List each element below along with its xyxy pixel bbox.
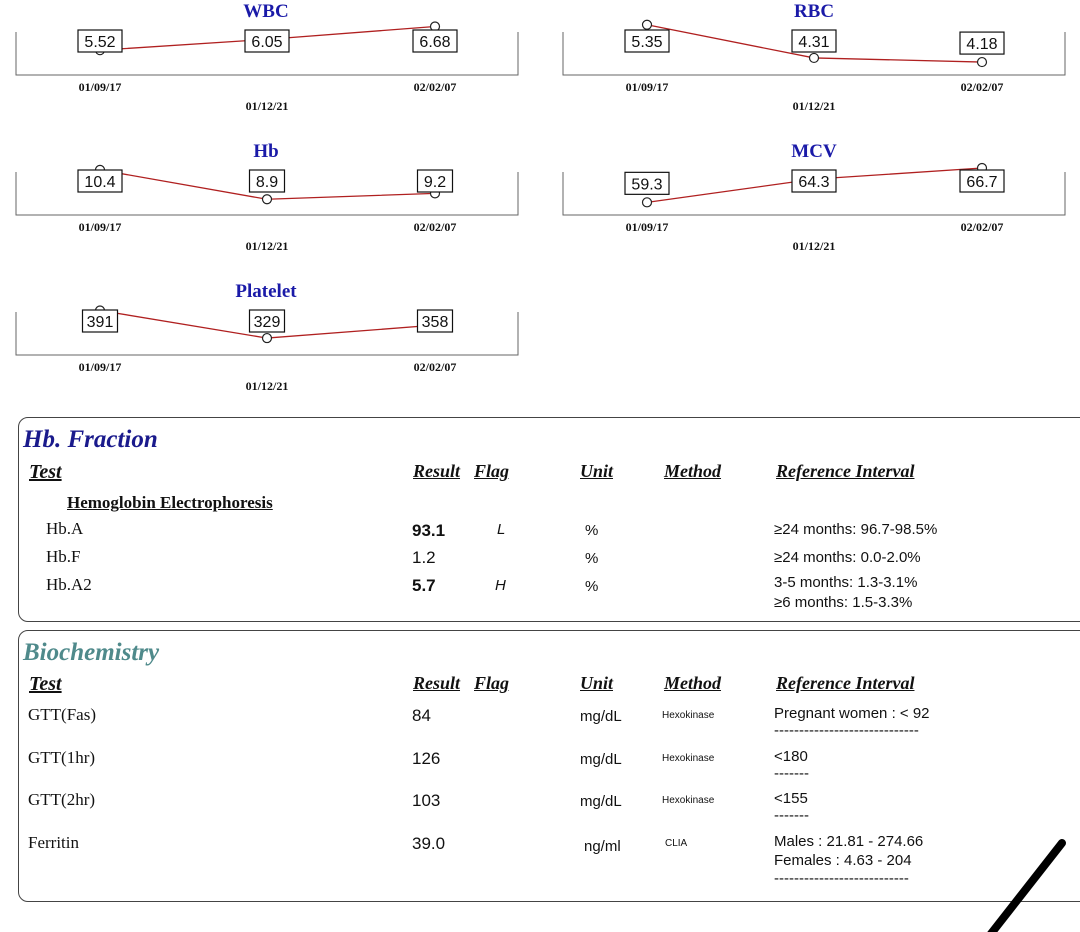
header-flag: Flag: [474, 673, 510, 693]
date-tick-label: 02/02/07: [413, 220, 457, 234]
data-point: [643, 198, 652, 207]
date-tick-label: 01/09/17: [625, 220, 669, 234]
reference-dashes: -----------------------------: [774, 722, 919, 739]
reference-interval: Males : 21.81 - 274.66: [774, 833, 924, 850]
value-label: 9.2: [423, 174, 447, 191]
test-unit: %: [585, 522, 599, 539]
reference-interval: <155: [774, 790, 808, 807]
test-result: 93.1: [412, 521, 446, 540]
biochemistry-panel: [18, 630, 1080, 902]
test-method: Hexokinase: [662, 710, 715, 721]
test-unit: %: [585, 578, 599, 595]
reference-dashes: -------: [774, 807, 809, 824]
test-result: 1.2: [412, 548, 436, 567]
header-unit: Unit: [580, 673, 614, 693]
trend-charts: [0, 0, 1080, 410]
test-method: Hexokinase: [662, 753, 715, 764]
value-label: 66.7: [966, 174, 998, 191]
date-tick-label: 02/02/07: [960, 220, 1004, 234]
test-name: GTT(1hr): [28, 748, 96, 767]
reference-interval: ≥24 months: 96.7-98.5%: [774, 521, 938, 538]
date-tick-label: 01/09/17: [78, 220, 122, 234]
test-method: Hexokinase: [662, 795, 715, 806]
date-tick-label: 01/12/21: [245, 379, 289, 393]
chart-title: RBC: [793, 1, 835, 22]
hb-fraction-title: Hb. Fraction: [23, 426, 158, 453]
chart-title: MCV: [791, 141, 837, 162]
hb-fraction-panel: [18, 417, 1080, 622]
test-name: Hb.A2: [46, 575, 92, 594]
test-flag: H: [495, 577, 506, 594]
subheading: Hemoglobin Electrophoresis: [67, 493, 273, 512]
test-unit: %: [585, 550, 599, 567]
value-label: 329: [253, 314, 281, 331]
reference-interval: 3-5 months: 1.3-3.1%: [774, 574, 918, 591]
test-name: Ferritin: [28, 833, 79, 852]
data-point: [810, 53, 819, 62]
chart-title: Platelet: [235, 281, 297, 302]
date-tick-label: 02/02/07: [413, 360, 457, 374]
date-tick-label: 02/02/07: [413, 80, 457, 94]
value-label: 6.68: [419, 34, 451, 51]
test-name: Hb.A: [46, 519, 84, 538]
header-unit: Unit: [580, 461, 614, 481]
test-result: 5.7: [412, 576, 436, 595]
value-label: 5.35: [631, 34, 663, 51]
test-result: 39.0: [412, 834, 446, 853]
data-point: [643, 20, 652, 29]
test-result: 103: [412, 791, 441, 810]
date-tick-label: 01/12/21: [245, 239, 289, 253]
value-label: 4.18: [966, 36, 998, 54]
test-name: Hb.F: [46, 547, 81, 566]
date-tick-label: 01/12/21: [792, 239, 836, 253]
reference-interval: ≥24 months: 0.0-2.0%: [774, 549, 921, 566]
header-reference-interval: Reference Interval: [776, 461, 915, 481]
reference-dashes: ---------------------------: [774, 870, 909, 887]
test-name: GTT(2hr): [28, 790, 96, 809]
reference-dashes: -------: [774, 765, 809, 782]
date-tick-label: 02/02/07: [960, 80, 1004, 94]
test-unit: mg/dL: [580, 793, 622, 810]
header-reference-interval: Reference Interval: [776, 673, 915, 693]
reference-interval-line2: ≥6 months: 1.5-3.3%: [774, 594, 913, 611]
date-tick-label: 01/09/17: [625, 80, 669, 94]
date-tick-label: 01/09/17: [78, 80, 122, 94]
value-label: 10.4: [84, 174, 116, 191]
value-label: 5.52: [84, 34, 116, 51]
test-unit: mg/dL: [580, 751, 622, 768]
value-label: 358: [421, 314, 449, 331]
value-label: 4.31: [798, 34, 830, 51]
test-method: CLIA: [665, 838, 688, 849]
reference-interval: <180: [774, 748, 808, 765]
header-result: Result: [413, 673, 461, 693]
data-point: [263, 195, 272, 204]
date-tick-label: 01/12/21: [245, 99, 289, 113]
value-label: 6.05: [251, 34, 283, 51]
value-label: 59.3: [631, 176, 663, 194]
header-flag: Flag: [474, 461, 510, 481]
reference-interval-line2: Females : 4.63 - 204: [774, 852, 912, 869]
header-test: Test: [29, 461, 62, 483]
header-method: Method: [664, 673, 722, 693]
chart-title: Hb: [253, 141, 279, 162]
value-label: 8.9: [255, 174, 279, 191]
data-point: [978, 58, 987, 67]
date-tick-label: 01/12/21: [792, 99, 836, 113]
chart-title: WBC: [243, 1, 289, 22]
value-label: 64.3: [798, 174, 830, 191]
test-result: 84: [412, 706, 431, 725]
test-unit: mg/dL: [580, 708, 622, 725]
reference-interval: Pregnant women : < 92: [774, 705, 930, 722]
biochemistry-title: Biochemistry: [23, 639, 160, 666]
value-label: 391: [86, 314, 114, 331]
data-point: [263, 334, 272, 343]
date-tick-label: 01/09/17: [78, 360, 122, 374]
test-unit: ng/ml: [584, 838, 621, 855]
test-result: 126: [412, 749, 441, 768]
header-method: Method: [664, 461, 722, 481]
test-flag: L: [497, 521, 506, 538]
test-name: GTT(Fas): [28, 705, 96, 724]
header-result: Result: [413, 461, 461, 481]
header-test: Test: [29, 673, 62, 695]
